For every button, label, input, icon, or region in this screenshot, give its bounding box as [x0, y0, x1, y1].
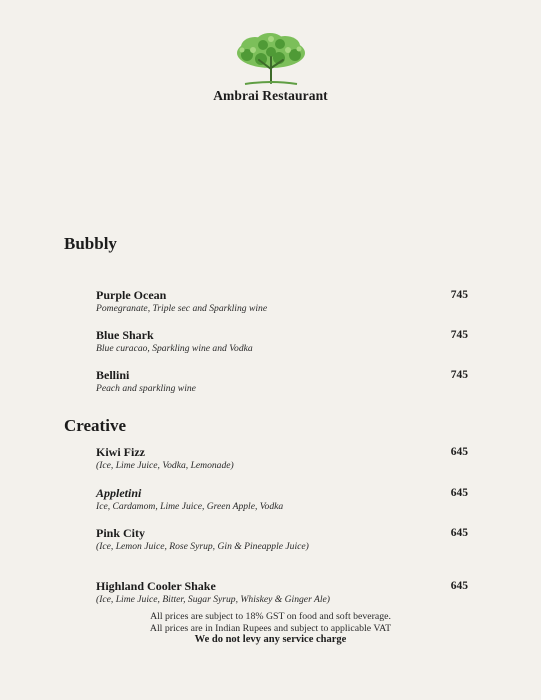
restaurant-name: Ambrai Restaurant — [213, 88, 328, 103]
menu-item — [96, 368, 468, 395]
item-description: Blue curacao, Sparkling wine and Vodka — [96, 343, 253, 354]
item-name: Bellini — [96, 368, 130, 382]
item-price: 645 — [450, 580, 468, 592]
menu-item — [96, 486, 468, 513]
menu-item — [96, 328, 468, 355]
item-price: 645 — [450, 446, 468, 458]
footer-gst-note: All prices are subject to 18% GST on food and soft beverage. — [150, 611, 391, 622]
item-name: Pink City — [96, 526, 146, 540]
tree-logo-icon — [233, 33, 309, 89]
footer-notes — [0, 611, 541, 646]
item-name: Highland Cooler Shake — [96, 579, 216, 593]
menu-item — [96, 288, 468, 315]
item-price: 745 — [450, 329, 468, 341]
item-description: (Ice, Lime Juice, Bitter, Sugar Syrup, Whiskey & Ginger Ale) — [96, 594, 331, 605]
item-description: Peach and sparkling wine — [96, 383, 196, 394]
item-price: 745 — [450, 289, 468, 301]
item-price: 645 — [450, 487, 468, 499]
menu-item — [96, 445, 468, 472]
footer-currency-note: All prices are in Indian Rupees and subject to applicable VAT — [149, 622, 392, 634]
item-price: 645 — [450, 527, 468, 539]
item-description: Pomegranate, Triple sec and Sparkling wine — [96, 303, 268, 314]
item-price: 745 — [450, 369, 468, 381]
menu-item — [96, 579, 468, 606]
item-name: Appletini — [96, 486, 142, 500]
item-description: Ice, Cardamom, Lime Juice, Green Apple, Vodka — [96, 501, 284, 512]
item-name: Kiwi Fizz — [96, 445, 145, 459]
section-title-creative: Creative — [64, 416, 126, 435]
section-title-bubbly: Bubbly — [64, 234, 117, 253]
footer-service-charge-note: We do not levy any service charge — [194, 634, 347, 645]
item-name: Blue Shark — [96, 328, 154, 342]
menu-item — [96, 526, 468, 553]
item-description: (Ice, Lemon Juice, Rose Syrup, Gin & Pineapple Juice) — [96, 541, 309, 552]
item-description: (Ice, Lime Juice, Vodka, Lemonade) — [96, 460, 234, 471]
item-name: Purple Ocean — [96, 288, 167, 302]
